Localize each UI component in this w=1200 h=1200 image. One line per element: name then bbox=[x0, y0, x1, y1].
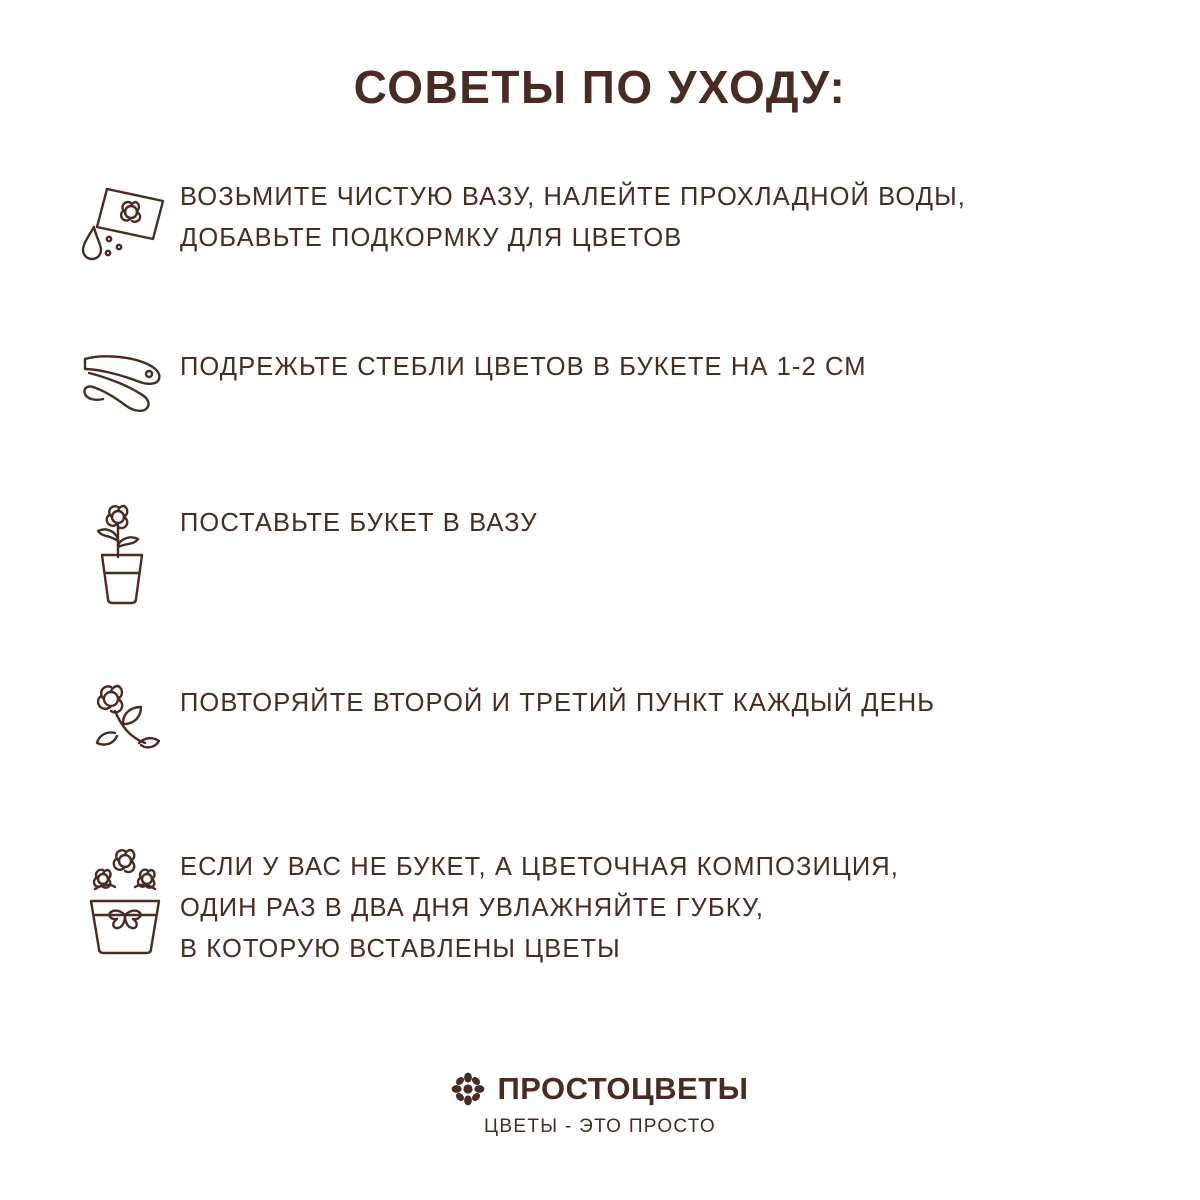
tip-line: ЕСЛИ У ВАС НЕ БУКЕТ, А ЦВЕТОЧНАЯ КОМПОЗИЦИЯ, bbox=[180, 852, 899, 881]
tip-item bbox=[70, 501, 1140, 605]
brand-tagline: ЦВЕТЫ - ЭТО ПРОСТО bbox=[484, 1116, 716, 1137]
tip-item bbox=[70, 845, 1140, 971]
tip-line: В КОТОРУЮ ВСТАВЛЕНЫ ЦВЕТЫ bbox=[180, 935, 621, 964]
tip-item bbox=[70, 681, 1140, 765]
flower-sprig-icon bbox=[70, 681, 180, 765]
flower-food-packet-icon bbox=[70, 175, 180, 267]
tip-text bbox=[180, 501, 538, 544]
tip-item bbox=[70, 345, 1140, 425]
page-title: СОВЕТЫ ПО УХОДУ: bbox=[353, 61, 847, 113]
flower-basket-icon bbox=[70, 845, 180, 957]
flower-in-vase-icon bbox=[70, 501, 180, 605]
flower-logo-icon bbox=[451, 1072, 485, 1106]
tip-line: ДОБАВЬТЕ ПОДКОРМКУ ДЛЯ ЦВЕТОВ bbox=[180, 223, 683, 252]
tip-line: ПОДРЕЖЬТЕ СТЕБЛИ ЦВЕТОВ В БУКЕТЕ НА 1-2 СМ bbox=[180, 352, 867, 381]
brand-name: ПРОСТОЦВЕТЫ bbox=[497, 1071, 749, 1106]
tip-line: ВОЗЬМИТЕ ЧИСТУЮ ВАЗУ, НАЛЕЙТЕ ПРОХЛАДНОЙ ВОДЫ, bbox=[180, 182, 966, 211]
tip-text bbox=[180, 681, 935, 724]
tips-list bbox=[0, 175, 1200, 971]
pruning-shears-icon bbox=[70, 345, 180, 425]
tip-item bbox=[70, 175, 1140, 267]
tip-line: ПОВТОРЯЙТЕ ВТОРОЙ И ТРЕТИЙ ПУНКТ КАЖДЫЙ ДЕНЬ bbox=[180, 688, 936, 717]
tip-line: ПОСТАВЬТЕ БУКЕТ В ВАЗУ bbox=[180, 508, 538, 537]
footer bbox=[0, 1071, 1200, 1138]
tip-text bbox=[180, 345, 867, 388]
tip-line: ОДИН РАЗ В ДВА ДНЯ УВЛАЖНЯЙТЕ ГУБКУ, bbox=[180, 893, 765, 922]
tip-text bbox=[180, 845, 899, 971]
brand-lockup bbox=[0, 1071, 1200, 1107]
tip-text bbox=[180, 175, 966, 260]
